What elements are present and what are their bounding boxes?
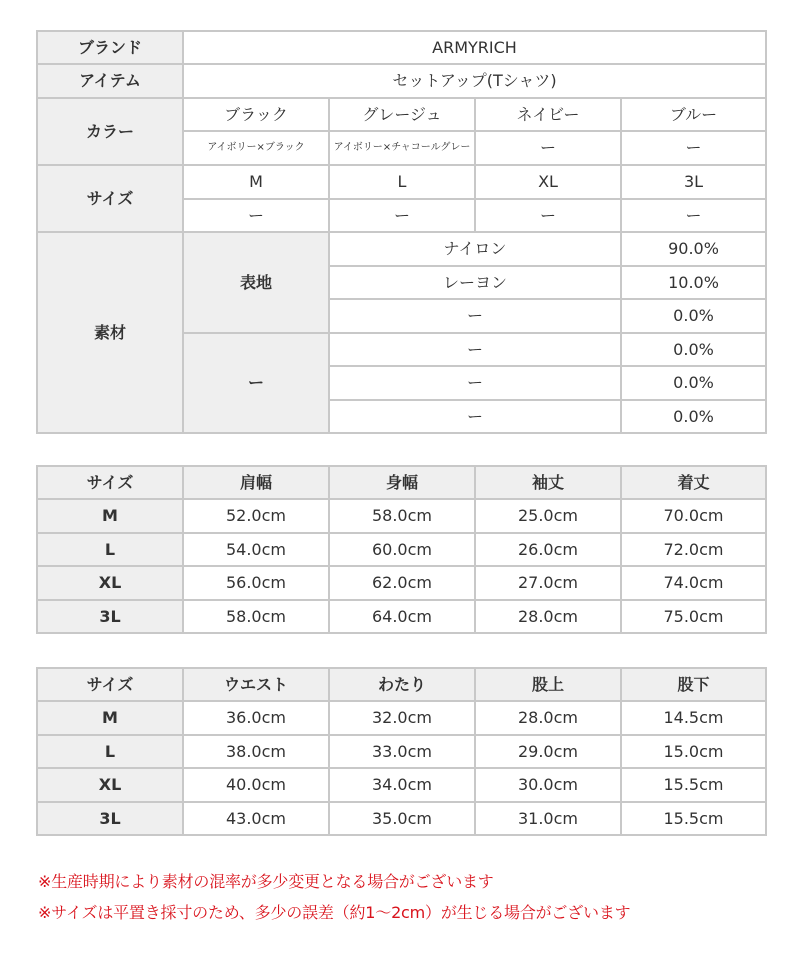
measure-cell: 31.0cm <box>475 802 621 835</box>
fabric-name: ー <box>329 366 621 400</box>
notes-section <box>38 872 630 934</box>
column-header: 身幅 <box>329 466 475 499</box>
brand-value: ARMYRICH <box>183 31 766 64</box>
fabric-name: ー <box>329 400 621 433</box>
color-detail: ー <box>621 131 766 165</box>
measure-cell: 35.0cm <box>329 802 475 835</box>
size-cell: 3L <box>37 600 183 633</box>
measure-cell: 33.0cm <box>329 735 475 768</box>
column-header: サイズ <box>37 466 183 499</box>
color-detail: アイボリー×チャコールグレー <box>329 131 475 165</box>
color-name: グレージュ <box>329 98 475 131</box>
size-row <box>37 165 766 199</box>
size-detail: ー <box>475 199 621 232</box>
column-header: 着丈 <box>621 466 766 499</box>
fabric-name: ー <box>329 333 621 366</box>
color-name: ブラック <box>183 98 329 131</box>
bottoms-header-row <box>37 668 766 701</box>
color-name: ブルー <box>621 98 766 131</box>
size-label: サイズ <box>37 165 183 232</box>
size-name: M <box>183 165 329 199</box>
measure-cell: 29.0cm <box>475 735 621 768</box>
column-header: わたり <box>329 668 475 701</box>
fabric-percent: 0.0% <box>621 366 766 400</box>
measure-cell: 72.0cm <box>621 533 766 566</box>
size-name: L <box>329 165 475 199</box>
column-header: 肩幅 <box>183 466 329 499</box>
measure-cell: 40.0cm <box>183 768 329 802</box>
column-header: ウエスト <box>183 668 329 701</box>
color-detail: アイボリー×ブラック <box>183 131 329 165</box>
color-row <box>37 98 766 131</box>
table-row <box>37 735 766 768</box>
measure-cell: 34.0cm <box>329 768 475 802</box>
table-row <box>37 533 766 566</box>
measure-cell: 43.0cm <box>183 802 329 835</box>
measure-cell: 25.0cm <box>475 499 621 533</box>
size-name: 3L <box>621 165 766 199</box>
measure-cell: 64.0cm <box>329 600 475 633</box>
measure-cell: 15.5cm <box>621 802 766 835</box>
measure-cell: 58.0cm <box>183 600 329 633</box>
size-detail: ー <box>183 199 329 232</box>
measure-cell: 36.0cm <box>183 701 329 735</box>
size-cell: L <box>37 735 183 768</box>
brand-row <box>37 31 766 64</box>
measure-cell: 32.0cm <box>329 701 475 735</box>
color-label: カラー <box>37 98 183 165</box>
size-cell: M <box>37 499 183 533</box>
item-label: アイテム <box>37 64 183 98</box>
measure-cell: 14.5cm <box>621 701 766 735</box>
tops-size-table <box>36 465 767 634</box>
brand-label: ブランド <box>37 31 183 64</box>
fabric-name: ー <box>329 299 621 333</box>
column-header: 股上 <box>475 668 621 701</box>
size-cell: M <box>37 701 183 735</box>
measure-cell: 15.5cm <box>621 768 766 802</box>
column-header: 股下 <box>621 668 766 701</box>
size-cell: XL <box>37 768 183 802</box>
measure-cell: 28.0cm <box>475 701 621 735</box>
measure-cell: 38.0cm <box>183 735 329 768</box>
table-row <box>37 802 766 835</box>
material-row <box>37 232 766 266</box>
table-row <box>37 701 766 735</box>
measure-cell: 54.0cm <box>183 533 329 566</box>
fabric-group-label: 表地 <box>183 232 329 333</box>
bottoms-size-table <box>36 667 767 836</box>
table-row <box>37 566 766 600</box>
size-cell: L <box>37 533 183 566</box>
fabric-group-label: ー <box>183 333 329 433</box>
fabric-percent: 90.0% <box>621 232 766 266</box>
material-label: 素材 <box>37 232 183 433</box>
fabric-percent: 0.0% <box>621 299 766 333</box>
size-detail: ー <box>329 199 475 232</box>
measure-cell: 75.0cm <box>621 600 766 633</box>
product-info-table <box>36 30 767 434</box>
measure-cell: 70.0cm <box>621 499 766 533</box>
measure-cell: 52.0cm <box>183 499 329 533</box>
fabric-name: ナイロン <box>329 232 621 266</box>
measure-cell: 58.0cm <box>329 499 475 533</box>
fabric-percent: 0.0% <box>621 333 766 366</box>
note-material: ※生産時期により素材の混率が多少変更となる場合がございます <box>38 872 494 891</box>
measure-cell: 56.0cm <box>183 566 329 600</box>
measure-cell: 28.0cm <box>475 600 621 633</box>
table-row <box>37 768 766 802</box>
measure-cell: 74.0cm <box>621 566 766 600</box>
fabric-name: レーヨン <box>329 266 621 299</box>
measure-cell: 62.0cm <box>329 566 475 600</box>
fabric-percent: 10.0% <box>621 266 766 299</box>
column-header: 袖丈 <box>475 466 621 499</box>
measure-cell: 60.0cm <box>329 533 475 566</box>
item-value: セットアップ(Tシャツ) <box>183 64 766 98</box>
column-header: サイズ <box>37 668 183 701</box>
table-row <box>37 600 766 633</box>
size-detail: ー <box>621 199 766 232</box>
size-cell: XL <box>37 566 183 600</box>
table-row <box>37 499 766 533</box>
measure-cell: 30.0cm <box>475 768 621 802</box>
fabric-percent: 0.0% <box>621 400 766 433</box>
size-name: XL <box>475 165 621 199</box>
color-name: ネイビー <box>475 98 621 131</box>
note-size: ※サイズは平置き採寸のため、多少の誤差（約1～2cm）が生じる場合がございます <box>38 903 631 922</box>
measure-cell: 26.0cm <box>475 533 621 566</box>
color-detail: ー <box>475 131 621 165</box>
measure-cell: 15.0cm <box>621 735 766 768</box>
tops-header-row <box>37 466 766 499</box>
measure-cell: 27.0cm <box>475 566 621 600</box>
item-row <box>37 64 766 98</box>
size-cell: 3L <box>37 802 183 835</box>
